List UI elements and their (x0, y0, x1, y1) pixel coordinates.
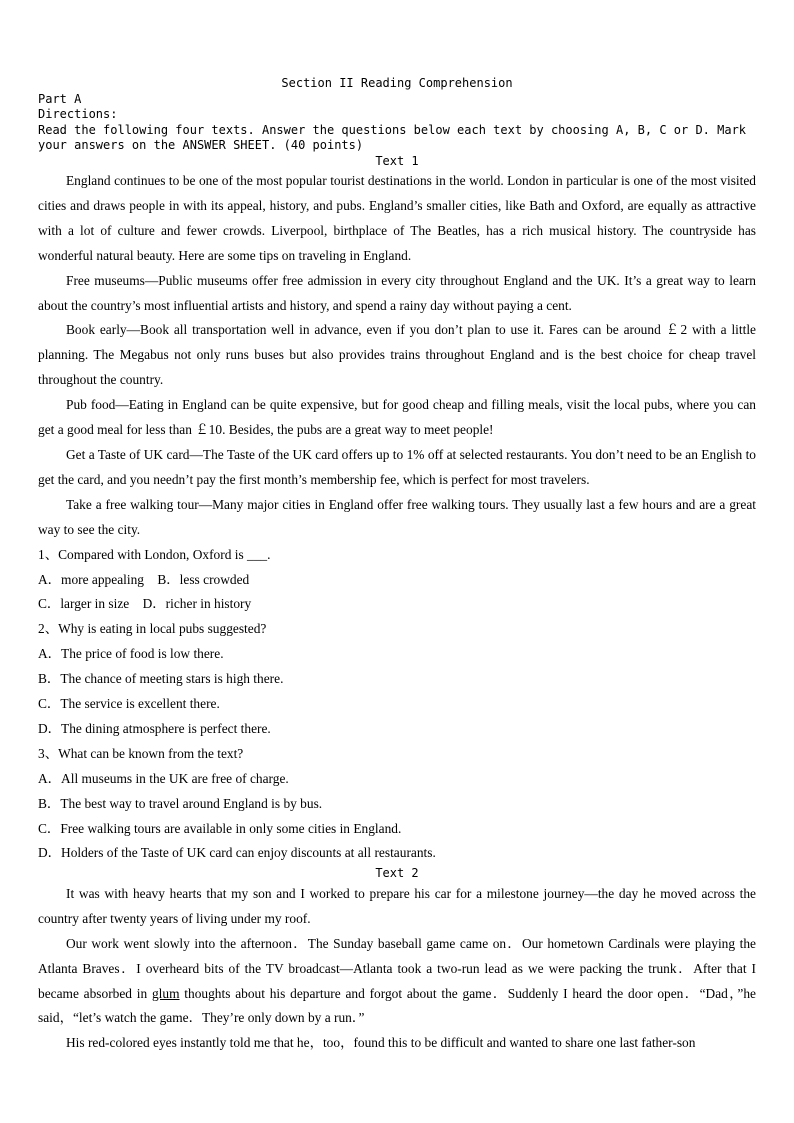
question-option-line: C．The service is excellent there. (38, 696, 220, 712)
question-stem: 3、What can be known from the text? (38, 745, 244, 761)
question-option-line: A．All museums in the UK are free of charge. (38, 770, 289, 786)
text2-p2-before: Our work went slowly into the afternoon．The Sunday baseball game came on．Our hometown Cardinals were playing the Atlanta Braves．I overheard bits of the TV broadcast—Atlanta took a two-run lead as we were packing the trunk．After that I became absorbed in (38, 935, 756, 1001)
question-option-line: D．The dining atmosphere is perfect there. (38, 720, 271, 736)
question-option-line: B．The best way to travel around England is by bus. (38, 795, 323, 811)
text1-title: Text 1 (375, 153, 419, 168)
text1-paragraph: Pub food—Eating in England can be quite expensive, but for good cheap and filling meals, visit the local pubs, where you can get a good meal for less than ￡10. Besides, the pubs are a great way to meet people! (38, 397, 756, 438)
text2-paragraph (38, 932, 756, 1032)
text1-paragraph: England continues to be one of the most popular tourist destinations in the world. London in particular is one of the most visited cities and draws people in with its appeal, history, and pubs. England’s smaller cities, like Bath and Oxford, are equally as attractive with a lot of culture and fewer crowds. Liverpool, birthplace of The Beatles, has a rich musical history. The countryside has wonderful natural beauty. Here are some tips on traveling in England. (38, 173, 756, 263)
question-option-line: C．Free walking tours are available in only some cities in England. (38, 820, 402, 836)
question-stem: 2、Why is eating in local pubs suggested? (38, 621, 267, 637)
page (38, 76, 756, 1056)
text2-body (38, 882, 756, 1056)
text2-p2-after: thoughts about his departure and forgot about the game．Suddenly I heard the door open．“Dad，”he said，“let’s watch the game．They’re only down by a run．” (38, 985, 757, 1026)
text2-title: Text 2 (375, 866, 419, 881)
question-option-line: D．Holders of the Taste of UK card can enjoy discounts at all restaurants. (38, 845, 436, 861)
directions-text: Read the following four texts. Answer the questions below each text by choosing A, B, C or D. Mark your answers on the ANSWER SHEET. (40 points) (38, 122, 747, 152)
directions-label: Directions: (38, 107, 118, 121)
text1-body (38, 169, 756, 866)
question-option-line: B．The chance of meeting stars is high there. (38, 671, 284, 687)
section-title: Section II Reading Comprehension (281, 76, 513, 90)
question-option-line: A．more appealing B．less crowded (38, 571, 250, 587)
underlined-word: glum (151, 985, 180, 1001)
text2-paragraph: It was with heavy hearts that my son and I worked to prepare his car for a milestone journey—the day he moved across the country after twenty years of living under my roof. (38, 885, 756, 926)
text1-paragraph: Get a Taste of UK card—The Taste of the UK card offers up to 1% off at selected restaurants. You don’t need to be an English to get the card, and you needn’t pay the first month’s membership fee, which is perfect for most travelers. (38, 446, 756, 487)
question-stem: 1、Compared with London, Oxford is ___. (38, 546, 271, 562)
text2-paragraph: His red-colored eyes instantly told me that he，too，found this to be difficult and wanted to share one last father-son (66, 1035, 696, 1051)
question-option-line: A．The price of food is low there. (38, 646, 224, 662)
text1-paragraph: Book early—Book all transportation well in advance, even if you don’t plan to use it. Fares can be around ￡2 with a little planning. The Megabus not only runs buses but also provides trains throughout England and is the best choice for cheap travel throughout the country. (38, 322, 756, 388)
text1-paragraph: Take a free walking tour—Many major cities in England offer free walking tours. They usually last a few hours and are a great way to see the city. (38, 496, 756, 537)
part-label: Part A (38, 91, 82, 106)
text1-paragraph: Free museums—Public museums offer free admission in every city throughout England and the UK. It’s a great way to learn about the country’s most influential artists and history, and spend a rainy day without paying a cent. (38, 272, 756, 313)
question-option-line: C．larger in size D．richer in history (38, 596, 252, 612)
